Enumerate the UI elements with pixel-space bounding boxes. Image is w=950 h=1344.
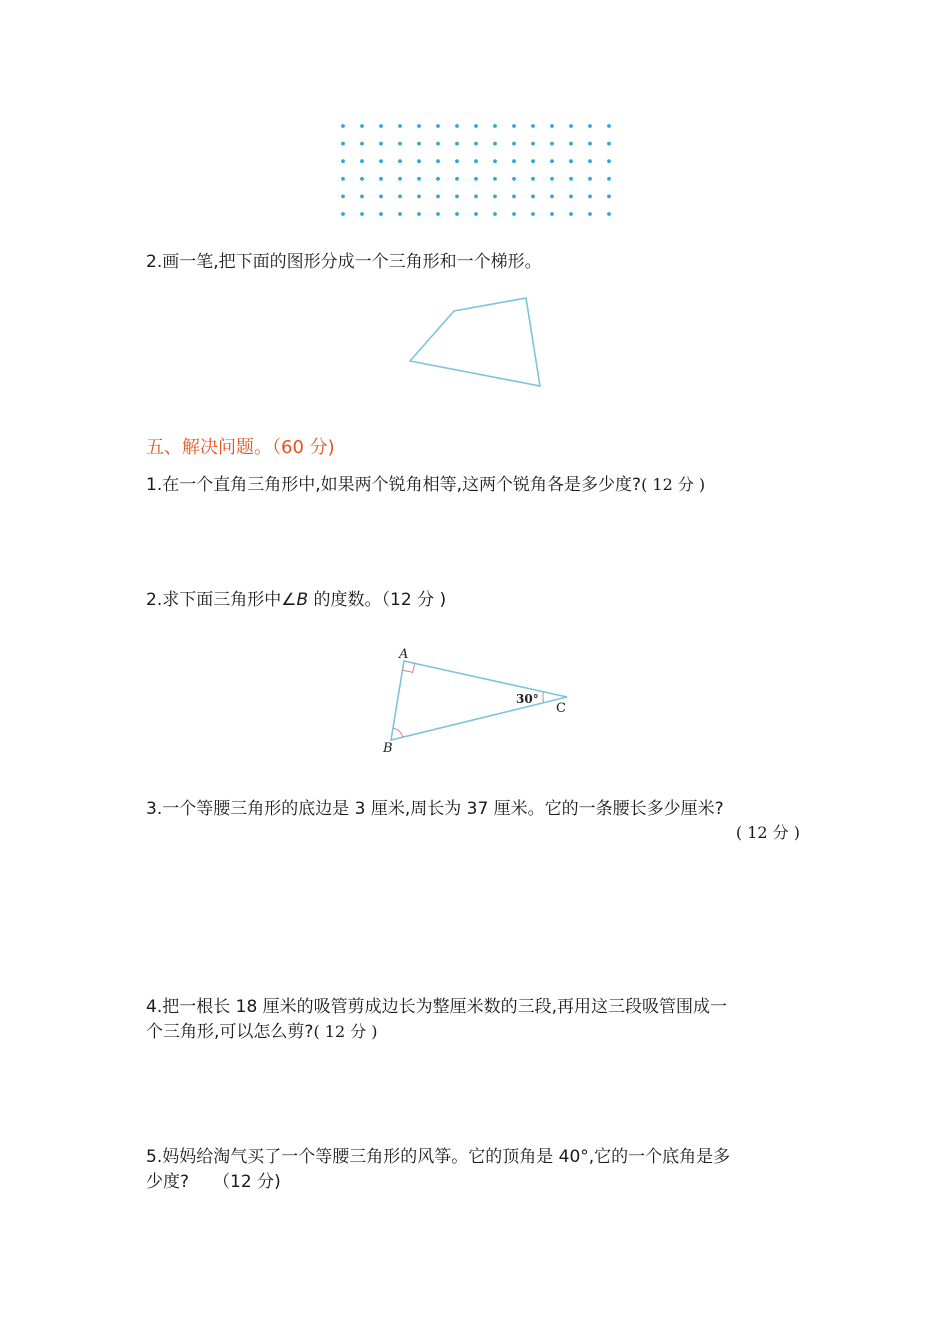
grid-dot <box>569 142 573 146</box>
grid-dot <box>341 124 345 128</box>
problem-4-line-1 <box>146 995 727 1019</box>
grid-dot <box>588 195 592 199</box>
grid-dot <box>436 195 440 199</box>
problem-2-suffix: 的度数。（12 分 ) <box>308 590 447 610</box>
grid-dot <box>341 177 345 181</box>
grid-dot <box>436 159 440 163</box>
grid-dot <box>531 212 535 216</box>
grid-dot <box>455 212 459 216</box>
grid-dot <box>569 195 573 199</box>
grid-dot <box>341 159 345 163</box>
grid-dot <box>398 212 402 216</box>
grid-dot <box>569 212 573 216</box>
grid-dot <box>436 142 440 146</box>
grid-dot <box>379 212 383 216</box>
angle-c-value: 30° <box>516 692 539 706</box>
label-a: A <box>399 647 409 662</box>
question-4-2 <box>146 250 542 274</box>
grid-dot <box>474 159 478 163</box>
grid-dot <box>493 142 497 146</box>
grid-dot <box>550 212 554 216</box>
grid-dot <box>360 159 364 163</box>
label-c: C <box>556 701 566 716</box>
grid-dot <box>360 195 364 199</box>
grid-dot <box>360 177 364 181</box>
grid-dot <box>436 212 440 216</box>
grid-dot <box>398 142 402 146</box>
grid-dot <box>398 177 402 181</box>
grid-dot <box>455 124 459 128</box>
grid-dot <box>512 212 516 216</box>
triangle-abc-figure <box>375 640 585 760</box>
grid-dot <box>607 177 611 181</box>
grid-dot <box>512 159 516 163</box>
problem-3-text: 3.一个等腰三角形的底边是 3 厘米,周长为 37 厘米。它的一条腰长多少厘米? <box>146 799 724 819</box>
grid-dot <box>436 177 440 181</box>
problem-5-text-2: 少度? <box>146 1172 190 1192</box>
grid-dot <box>341 212 345 216</box>
grid-dot <box>531 195 535 199</box>
grid-dot <box>360 212 364 216</box>
grid-dot <box>550 124 554 128</box>
grid-dot <box>588 142 592 146</box>
grid-dot <box>493 212 497 216</box>
angle-b-arc <box>393 728 402 737</box>
problem-5-line-2 <box>146 1170 281 1194</box>
grid-dot <box>588 177 592 181</box>
dot-grid <box>330 115 620 225</box>
grid-dot <box>607 159 611 163</box>
grid-dot <box>417 124 421 128</box>
grid-dot <box>455 142 459 146</box>
problem-4-text-1: 4.把一根长 18 厘米的吸管剪成边长为整厘米数的三段,再用这三段吸管围成一 <box>146 997 728 1017</box>
grid-dot <box>379 177 383 181</box>
grid-dot <box>569 177 573 181</box>
problem-4-text-2: 个三角形,可以怎么剪? <box>146 1022 314 1042</box>
grid-dot <box>512 177 516 181</box>
grid-dot <box>550 177 554 181</box>
angle-c-arc <box>543 692 544 703</box>
grid-dot <box>379 159 383 163</box>
grid-dot <box>341 142 345 146</box>
grid-dot <box>474 177 478 181</box>
grid-dot <box>493 124 497 128</box>
grid-dot <box>550 195 554 199</box>
problem-4-score: ( 12 分 ) <box>313 1022 378 1041</box>
grid-dot <box>455 177 459 181</box>
problem-3-score: ( 12 分 ) <box>735 823 800 842</box>
grid-dot <box>493 195 497 199</box>
grid-dot <box>360 142 364 146</box>
problem-2-angle: ∠B <box>281 590 309 610</box>
grid-dot <box>607 212 611 216</box>
grid-dot <box>607 142 611 146</box>
grid-dot <box>493 177 497 181</box>
grid-dot <box>379 124 383 128</box>
grid-dot <box>398 159 402 163</box>
quadrilateral-shape <box>410 298 540 386</box>
grid-dot <box>512 142 516 146</box>
grid-dot <box>417 195 421 199</box>
question-4-2-text: 2.画一笔,把下面的图形分成一个三角形和一个梯形。 <box>146 252 542 272</box>
grid-dot <box>417 212 421 216</box>
triangle-abc <box>391 661 567 740</box>
grid-dot <box>436 124 440 128</box>
grid-dot <box>360 124 364 128</box>
grid-dot <box>588 159 592 163</box>
problem-2 <box>146 588 446 612</box>
grid-dot <box>531 124 535 128</box>
grid-dot <box>512 195 516 199</box>
problem-1-text: 1.在一个直角三角形中,如果两个锐角相等,这两个锐角各是多少度? <box>146 475 642 495</box>
grid-dot <box>607 195 611 199</box>
grid-dot <box>417 142 421 146</box>
problem-1-score: ( 12 分 ) <box>641 475 706 494</box>
grid-dot <box>379 195 383 199</box>
grid-dot <box>550 159 554 163</box>
grid-dot <box>569 124 573 128</box>
problem-3 <box>146 797 724 821</box>
quadrilateral-figure <box>400 290 550 395</box>
problem-4-line-2 <box>146 1020 378 1044</box>
section-5-title: 五、解决问题。（60 分) <box>146 437 335 458</box>
label-b: B <box>383 741 393 756</box>
problem-5-score: （12 分) <box>213 1172 281 1192</box>
grid-dot <box>379 142 383 146</box>
grid-dot <box>569 159 573 163</box>
grid-dot <box>341 195 345 199</box>
grid-dot <box>531 142 535 146</box>
problem-2-prefix: 2.求下面三角形中 <box>146 590 282 610</box>
grid-dot <box>417 177 421 181</box>
grid-dot <box>531 177 535 181</box>
grid-dot <box>474 142 478 146</box>
grid-dot <box>588 124 592 128</box>
grid-dot <box>455 159 459 163</box>
grid-dot <box>455 195 459 199</box>
problem-5-line-1 <box>146 1145 730 1169</box>
problem-5-text-1: 5.妈妈给淘气买了一个等腰三角形的风筝。它的顶角是 40°,它的一个底角是多 <box>146 1147 731 1167</box>
grid-dot <box>417 159 421 163</box>
grid-dot <box>474 124 478 128</box>
grid-dot <box>550 142 554 146</box>
grid-dot <box>398 124 402 128</box>
grid-dot <box>493 159 497 163</box>
problem-1 <box>146 473 705 497</box>
grid-dot <box>607 124 611 128</box>
grid-dot <box>474 212 478 216</box>
grid-dot <box>398 195 402 199</box>
grid-dot <box>531 159 535 163</box>
grid-dot <box>474 195 478 199</box>
grid-dot <box>512 124 516 128</box>
grid-dot <box>588 212 592 216</box>
